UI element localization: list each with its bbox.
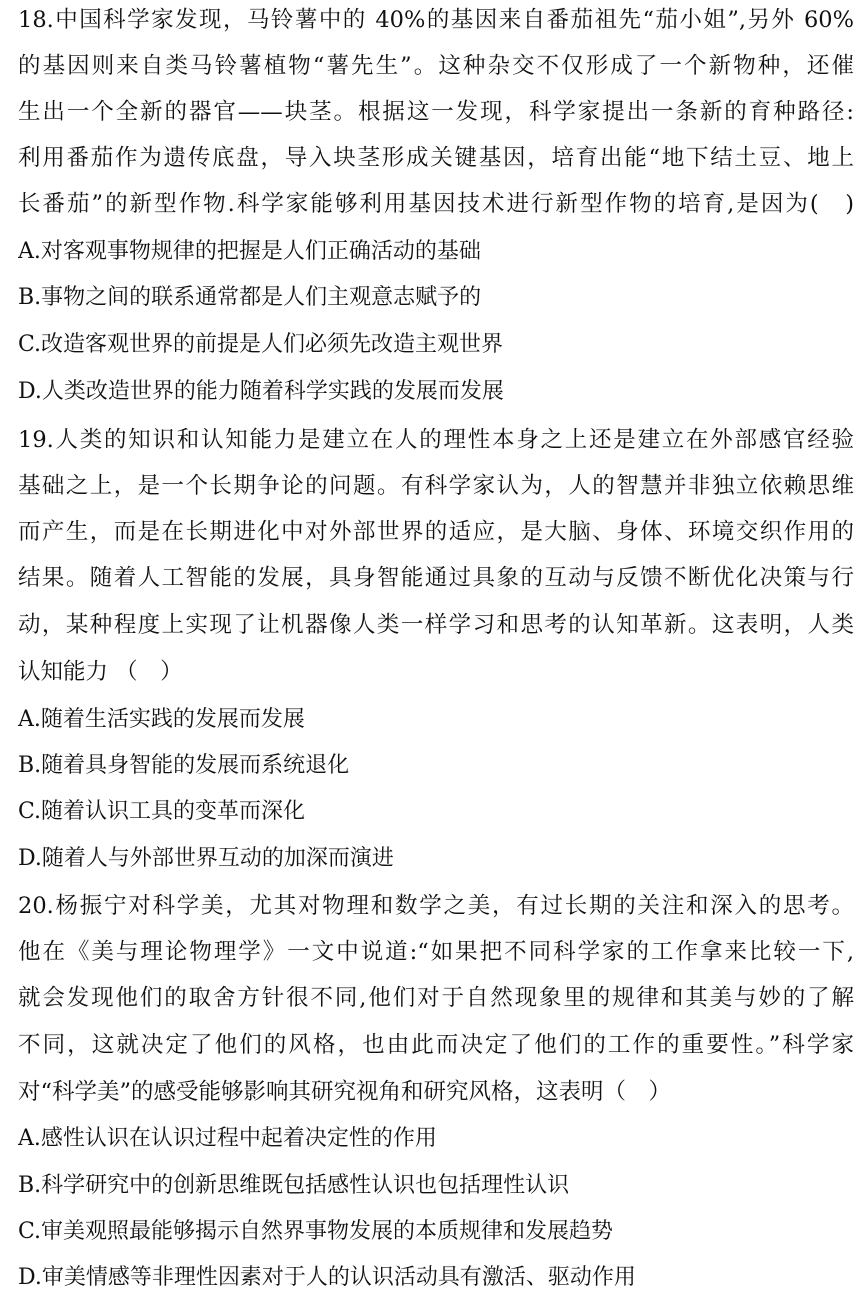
q19-option-c: C.随着认识工具的变革而深化: [18, 799, 306, 824]
q19-stem-line: 认知能力 （ ）: [18, 659, 183, 685]
q20-option-b: B.科学研究中的创新思维既包括感性认识也包括理性认识: [18, 1173, 570, 1198]
q19-stem-line: 动，某种程度上实现了让机器像人类一样学习和思考的认知革新。这表明，人类: [18, 612, 854, 638]
q18-stem-line: 生出一个全新的器官——块茎。根据这一发现，科学家提出一条新的育种路径:: [18, 99, 854, 125]
q18-option-a: A.对客观事物规律的把握是人们正确活动的基础: [18, 239, 481, 264]
q20-stem-line: 20.杨振宁对科学美，尤其对物理和数学之美，有过长期的关注和深入的思考。: [18, 893, 854, 919]
q19-stem-line: 19.人类的知识和认知能力是建立在人的理性本身之上还是建立在外部感官经验: [18, 427, 854, 453]
q18-stem-line: 长番茄”的新型作物.科学家能够利用基因技术进行新型作物的培育,是因为( ): [18, 191, 854, 217]
q19-option-b: B.随着具身智能的发展而系统退化: [18, 753, 350, 778]
q19-stem-line: 结果。随着人工智能的发展，具身智能通过具象的互动与反馈不断优化决策与行: [18, 565, 854, 591]
q18-stem-line: 18.中国科学家发现，马铃薯中的 40%的基因来自番茄祖先“茄小姐”,另外 60%: [18, 7, 854, 33]
q19-option-a: A.随着生活实践的发展而发展: [18, 707, 305, 732]
q20-option-d: D.审美情感等非理性因素对于人的认识活动具有激活、驱动作用: [18, 1265, 636, 1290]
q20-stem-line: 他在《美与理论物理学》一文中说道:“如果把不同科学家的工作拿来比较一下,: [18, 939, 854, 965]
q18-option-d: D.人类改造世界的能力随着科学实践的发展而发展: [18, 379, 504, 404]
q20-option-a: A.感性认识在认识过程中起着决定性的作用: [18, 1126, 437, 1151]
q20-option-c: C.审美观照最能够揭示自然界事物发展的本质规律和发展趋势: [18, 1219, 614, 1244]
q19-stem-line: 基础之上，是一个长期争论的问题。有科学家认为，人的智慧并非独立依赖思维: [18, 473, 854, 499]
q18-stem-line: 利用番茄作为遗传底盘，导入块茎形成关键基因，培育出能“地下结土豆、地上: [18, 145, 854, 171]
q20-stem-line: 不同，这就决定了他们的风格，也由此而决定了他们的工作的重要性。”科学家: [18, 1032, 854, 1058]
q19-option-d: D.随着人与外部世界互动的加深而演进: [18, 846, 394, 871]
q18-option-c: C.改造客观世界的前提是人们必须先改造主观世界: [18, 332, 504, 357]
q18-option-b: B.事物之间的联系通常都是人们主观意志赋予的: [18, 285, 482, 310]
q18-stem-line: 的基因则来自类马铃薯植物“薯先生”。这种杂交不仅形成了一个新物种，还催: [18, 53, 854, 79]
q20-stem-line: 对“科学美”的感受能够影响其研究视角和研究风格，这表明（ ）: [18, 1079, 672, 1105]
q20-stem-line: 就会发现他们的取舍方针很不同,他们对于自然现象里的规律和其美与妙的了解: [18, 985, 854, 1011]
q19-stem-line: 而产生，而是在长期进化中对外部世界的适应，是大脑、身体、环境交织作用的: [18, 519, 854, 545]
